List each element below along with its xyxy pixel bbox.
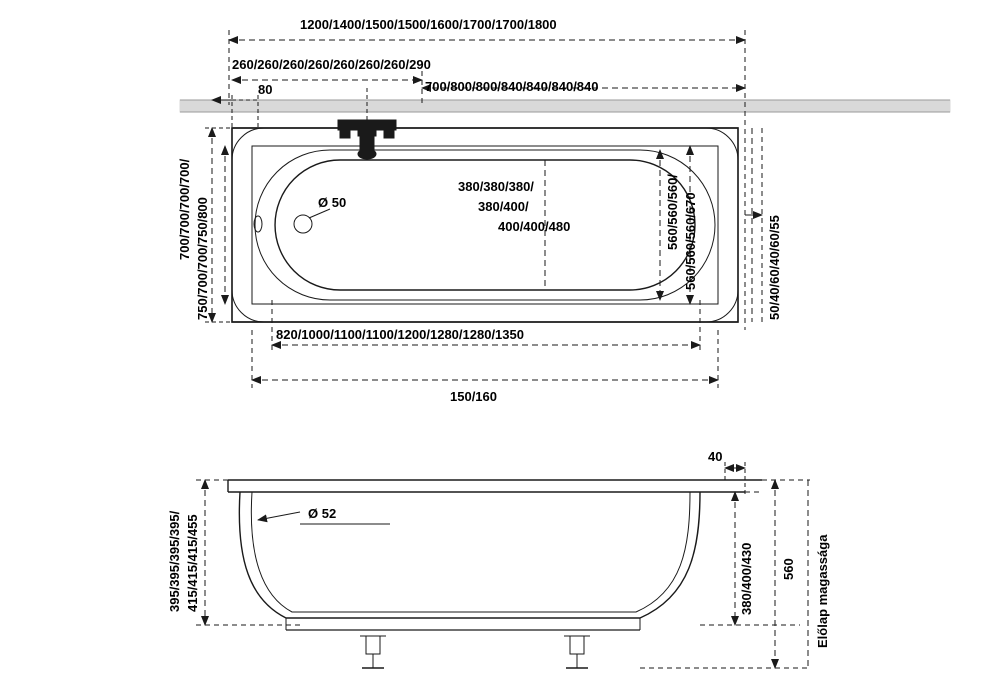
dim-outer-height: 560: [781, 558, 796, 580]
dim-inner-height: 380/400/430: [739, 542, 754, 615]
dim-left-segment: 260/260/260/260/260/260/260/290: [232, 57, 431, 72]
dim-center-width-a: 380/380/380/: [458, 179, 534, 194]
dim-center-width-b: 380/400/: [478, 199, 529, 214]
dim-right-segment: 700/800/800/840/840/840/840: [425, 79, 599, 94]
dim-center-width-c: 400/400/480: [498, 219, 571, 234]
dim-side-height-a: 395/395/395/395/: [167, 510, 182, 612]
dim-offset-80: 80: [258, 82, 273, 97]
dim-drain-diameter-side: Ø 52: [308, 506, 337, 521]
dim-inner-length: 820/1000/1100/1100/1200/1280/1280/1350: [276, 327, 524, 342]
label-front-panel-height: Előlap magassága: [815, 534, 830, 648]
dim-top-40: 40: [708, 449, 723, 464]
dim-foot-width: 150/160: [450, 389, 497, 404]
dim-side-height-b: 415/415/415/455: [185, 514, 200, 612]
dim-rim-thickness: 50/40/60/40/60/55: [767, 215, 782, 320]
dim-right-width-b: 560/560/560/670: [683, 192, 698, 290]
dim-right-width-a: 560/560/560/: [665, 174, 680, 250]
dim-left-width-a: 700/700/700/700/: [177, 158, 192, 260]
dim-drain-diameter-top: Ø 50: [318, 195, 347, 210]
dim-left-width-b: 750/700/700/750/800: [195, 197, 210, 320]
dim-overall-length: 1200/1400/1500/1500/1600/1700/1700/1800: [300, 17, 557, 32]
